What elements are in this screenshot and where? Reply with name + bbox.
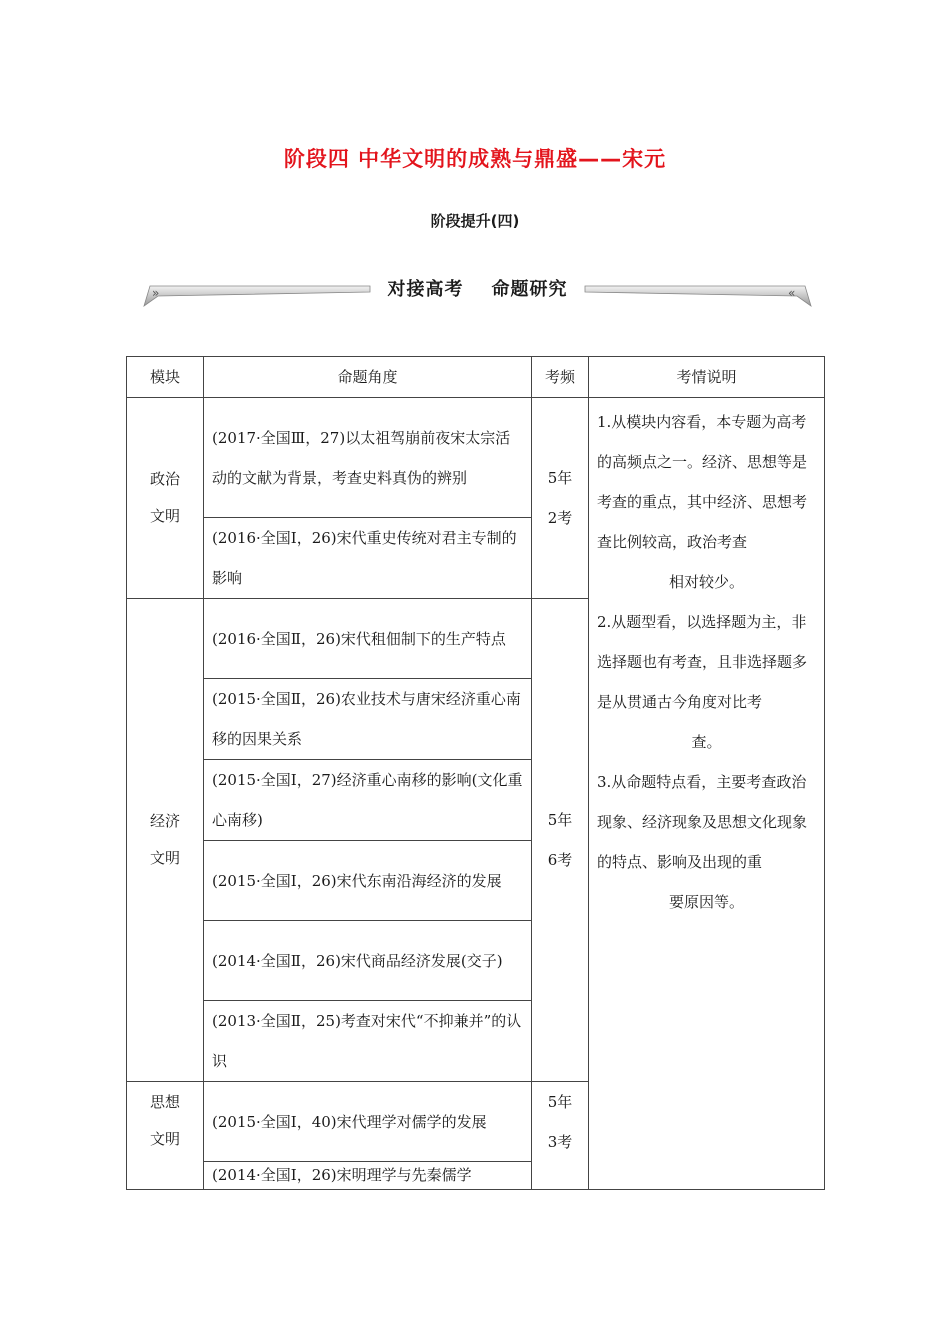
page-subtitle: 阶段提升(四) xyxy=(430,212,520,230)
page-title: 阶段四 中华文明的成熟与鼎盛——宋元 xyxy=(283,147,667,171)
angle-cell: (2016·全国Ⅰ，26)宋代重史传统对君主专制的影响 xyxy=(204,518,532,599)
frequency-cell: 5年 6考 xyxy=(532,599,589,1082)
header-frequency: 考频 xyxy=(532,357,589,398)
header-description: 考情说明 xyxy=(589,357,825,398)
header-angle: 命题角度 xyxy=(204,357,532,398)
angle-cell: (2016·全国Ⅱ，26)宋代租佃制下的生产特点 xyxy=(204,599,532,679)
angle-cell: (2014·全国Ⅱ，26)宋代商品经济发展(交子) xyxy=(204,921,532,1001)
description-cell: 1.从模块内容看，本专题为高考的高频点之一。经济、思想等是考查的重点，其中经济、思想考查比例较高，政治考查 相对较少。 2.从题型看，以选择题为主，非选择题也有考查，且非选择题多是从贯通古今角度对比考 查。 3.从命题特点看，主要考查政治现象、经济现象及思想文化现象的特点、影响及出现的重 要原因等。 xyxy=(589,398,825,1190)
table-header-row xyxy=(127,357,825,398)
angle-cell: (2013·全国Ⅱ，25)考查对宋代“不抑兼并”的认识 xyxy=(204,1001,532,1082)
frequency-cell: 5年 2考 xyxy=(532,398,589,599)
section-banner xyxy=(140,272,815,312)
table-row xyxy=(127,398,825,518)
angle-cell: (2015·全国Ⅰ，40)宋代理学对儒学的发展 xyxy=(204,1082,532,1162)
frequency-cell: 5年 3考 xyxy=(532,1082,589,1190)
angle-cell: (2017·全国Ⅲ，27)以太祖驾崩前夜宋太宗活动的文献为背景，考查史料真伪的辨别 xyxy=(204,398,532,518)
banner-left-mark: » xyxy=(152,286,160,300)
banner-right-mark: « xyxy=(788,286,796,300)
module-cell: 政治 文明 xyxy=(127,398,204,599)
banner-title-part1: 对接高考 xyxy=(387,279,464,300)
module-cell: 思想 文明 xyxy=(127,1082,204,1190)
angle-cell: (2014·全国Ⅰ，26)宋明理学与先秦儒学 xyxy=(204,1162,532,1190)
banner-title-part2: 命题研究 xyxy=(491,279,568,300)
angle-cell: (2015·全国Ⅱ，26)农业技术与唐宋经济重心南移的因果关系 xyxy=(204,679,532,760)
header-module: 模块 xyxy=(127,357,204,398)
angle-cell: (2015·全国Ⅰ，26)宋代东南沿海经济的发展 xyxy=(204,841,532,921)
banner-title xyxy=(140,275,815,301)
angle-cell: (2015·全国Ⅰ，27)经济重心南移的影响(文化重心南移) xyxy=(204,760,532,841)
exam-analysis-table xyxy=(126,356,825,1190)
module-cell: 经济 文明 xyxy=(127,599,204,1082)
